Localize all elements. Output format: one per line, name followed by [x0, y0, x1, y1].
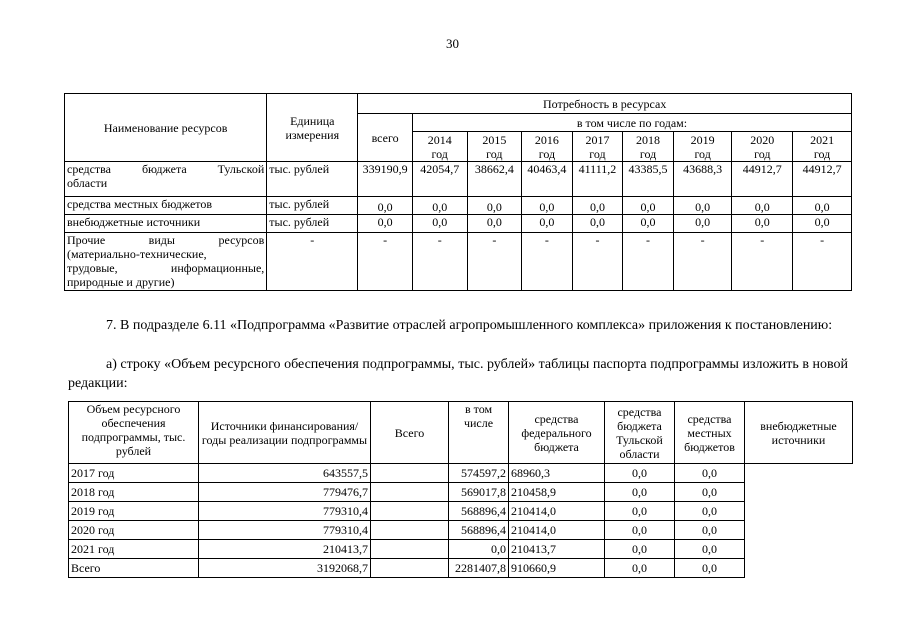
funding-value [371, 559, 449, 578]
resource-value: 0,0 [572, 215, 623, 233]
header-extrabudget: внебюджетные источники [745, 402, 853, 464]
funding-value: 910660,9 [509, 559, 605, 578]
year-number: 2014 [427, 132, 452, 147]
paragraph-7-text: 7. В подразделе 6.11 «Подпрограмма «Развитие отраслей агропромышленного комплекса» приложения к постановлению: [106, 318, 833, 333]
resource-value: 0,0 [522, 215, 573, 233]
resource-value: 0,0 [673, 215, 732, 233]
funding-year: Всего [69, 559, 199, 578]
resource-value: 43385,5 [623, 162, 674, 197]
year-number: 2017 [585, 132, 610, 147]
resource-name-line: трудовые, информационные, [67, 261, 265, 275]
header-federal: средства федерального бюджета [509, 402, 605, 464]
resource-row [65, 215, 852, 233]
funding-row [69, 540, 853, 559]
resource-value: 0,0 [467, 215, 522, 233]
page-number: 30 [446, 36, 459, 51]
resource-value: 0,0 [732, 197, 793, 215]
funding-value: 779310,4 [199, 521, 371, 540]
resource-value: - [522, 233, 573, 291]
funding-value: 568896,4 [449, 521, 509, 540]
funding-value: 0,0 [675, 464, 745, 483]
resource-value: 0,0 [412, 215, 467, 233]
resource-value: 0,0 [793, 215, 852, 233]
resource-value: - [467, 233, 522, 291]
resource-value: 44912,7 [793, 162, 852, 197]
resource-value: 0,0 [623, 197, 674, 215]
year-unit: год [639, 146, 657, 161]
funding-year: 2017 год [69, 464, 199, 483]
funding-value: 0,0 [605, 483, 675, 502]
header-regional: средства бюджета Тульской области [605, 402, 675, 464]
resources-table [64, 93, 852, 291]
year-number: 2016 [534, 132, 559, 147]
resource-unit: тыс. рублей [267, 197, 358, 215]
funding-row [69, 521, 853, 540]
funding-value: 0,0 [605, 540, 675, 559]
funding-value [371, 502, 449, 521]
funding-value: 643557,5 [199, 464, 371, 483]
year-number: 2018 [636, 132, 661, 147]
header-sources: Источники финансирования/ годы реализации подпрограммы [199, 402, 371, 464]
resource-value: - [793, 233, 852, 291]
funding-value [371, 521, 449, 540]
header-total: всего [358, 114, 413, 162]
funding-value: 574597,2 [449, 464, 509, 483]
resource-unit: тыс. рублей [267, 162, 358, 197]
subprogram-funding-table [68, 401, 853, 578]
year-number: 2021 [810, 132, 835, 147]
header-year [793, 132, 852, 162]
header-year [673, 132, 732, 162]
funding-value: 2281407,8 [449, 559, 509, 578]
funding-value: 0,0 [605, 464, 675, 483]
resource-value: - [412, 233, 467, 291]
funding-value: 0,0 [675, 559, 745, 578]
resource-value: 0,0 [623, 215, 674, 233]
resource-name-line: (материально-технические, [67, 247, 207, 261]
resource-value: 40463,4 [522, 162, 573, 197]
year-unit: год [813, 146, 831, 161]
header-year [623, 132, 674, 162]
header-unit: Единица измерения [267, 94, 358, 162]
resource-value: 0,0 [358, 197, 413, 215]
resource-name-line: области [67, 176, 108, 190]
funding-value: 0,0 [675, 502, 745, 521]
left-header-volume: Объем ресурсного обеспечения подпрограммы, тыс. рублей [69, 402, 199, 464]
resource-value: 0,0 [793, 197, 852, 215]
funding-value: 779310,4 [199, 502, 371, 521]
paragraph-a-text: а) строку «Объем ресурсного обеспечения подпрограммы, тыс. рублей» таблицы паспорта подпрограммы изложить в новой редакции: [68, 357, 848, 391]
header-total: Всего [371, 402, 449, 464]
resource-value: - [572, 233, 623, 291]
year-number: 2020 [750, 132, 775, 147]
resource-value: 0,0 [522, 197, 573, 215]
resource-name: внебюджетные источники [65, 215, 267, 233]
resource-name [65, 162, 267, 197]
header-year [412, 132, 467, 162]
header-year [522, 132, 573, 162]
funding-value: 568896,4 [449, 502, 509, 521]
year-unit: год [538, 146, 556, 161]
year-number: 2015 [482, 132, 507, 147]
funding-value: 210413,7 [509, 540, 605, 559]
funding-value: 0,0 [675, 540, 745, 559]
header-local: средства местных бюджетов [675, 402, 745, 464]
resource-value: 0,0 [467, 197, 522, 215]
paragraph-a [68, 355, 848, 393]
paragraph-7 [68, 316, 848, 335]
resource-value: 43688,3 [673, 162, 732, 197]
resource-value: 0,0 [673, 197, 732, 215]
funding-value: 0,0 [675, 521, 745, 540]
funding-value: 210413,7 [199, 540, 371, 559]
resource-value: - [732, 233, 793, 291]
resource-value: 0,0 [572, 197, 623, 215]
funding-value [371, 464, 449, 483]
funding-value: 0,0 [605, 559, 675, 578]
year-unit: год [486, 146, 503, 161]
resource-name: средства местных бюджетов [65, 197, 267, 215]
resource-value: - [358, 233, 413, 291]
resource-unit: тыс. рублей [267, 215, 358, 233]
resource-value: 0,0 [732, 215, 793, 233]
header-year [732, 132, 793, 162]
funding-value: 0,0 [605, 521, 675, 540]
year-unit: год [694, 146, 711, 161]
year-number: 2019 [690, 132, 715, 147]
resource-value: 0,0 [412, 197, 467, 215]
resource-value: - [673, 233, 732, 291]
resource-value: 0,0 [358, 215, 413, 233]
funding-year: 2019 год [69, 502, 199, 521]
resource-row [65, 233, 852, 291]
funding-row [69, 502, 853, 521]
resource-name-line: средства бюджета Тульской [67, 162, 265, 176]
funding-year: 2020 год [69, 521, 199, 540]
resource-name-line: Прочие виды ресурсов [67, 233, 265, 247]
resource-row [65, 162, 852, 197]
header-including: в том числе [449, 402, 509, 464]
funding-value: 68960,3 [509, 464, 605, 483]
funding-value [371, 540, 449, 559]
resource-value: 41111,2 [572, 162, 623, 197]
funding-value: 210414,0 [509, 521, 605, 540]
header-resource-name: Наименование ресурсов [65, 94, 267, 162]
header-incl-years: в том числе по годам: [412, 114, 851, 132]
funding-year: 2018 год [69, 483, 199, 502]
resource-value: 38662,4 [467, 162, 522, 197]
resource-value: 44912,7 [732, 162, 793, 197]
year-unit: год [754, 146, 771, 161]
funding-value: 569017,8 [449, 483, 509, 502]
funding-value: 779476,7 [199, 483, 371, 502]
funding-value: 0,0 [449, 540, 509, 559]
header-need: Потребность в ресурсах [358, 94, 852, 114]
resource-unit: - [267, 233, 358, 291]
funding-row [69, 483, 853, 502]
header-year [572, 132, 623, 162]
funding-value: 0,0 [605, 502, 675, 521]
year-unit: год [589, 146, 606, 161]
resource-name [65, 233, 267, 291]
year-unit: год [431, 146, 448, 161]
header-year [467, 132, 522, 162]
funding-value: 210458,9 [509, 483, 605, 502]
resource-value: 339190,9 [358, 162, 413, 197]
resource-row [65, 197, 852, 215]
funding-row [69, 559, 853, 578]
funding-row [69, 464, 853, 483]
resource-name-line: природные и другие) [67, 275, 175, 289]
resource-value: 42054,7 [412, 162, 467, 197]
funding-value [371, 483, 449, 502]
resource-value: - [623, 233, 674, 291]
funding-value: 0,0 [675, 483, 745, 502]
funding-value: 3192068,7 [199, 559, 371, 578]
funding-value: 210414,0 [509, 502, 605, 521]
funding-year: 2021 год [69, 540, 199, 559]
